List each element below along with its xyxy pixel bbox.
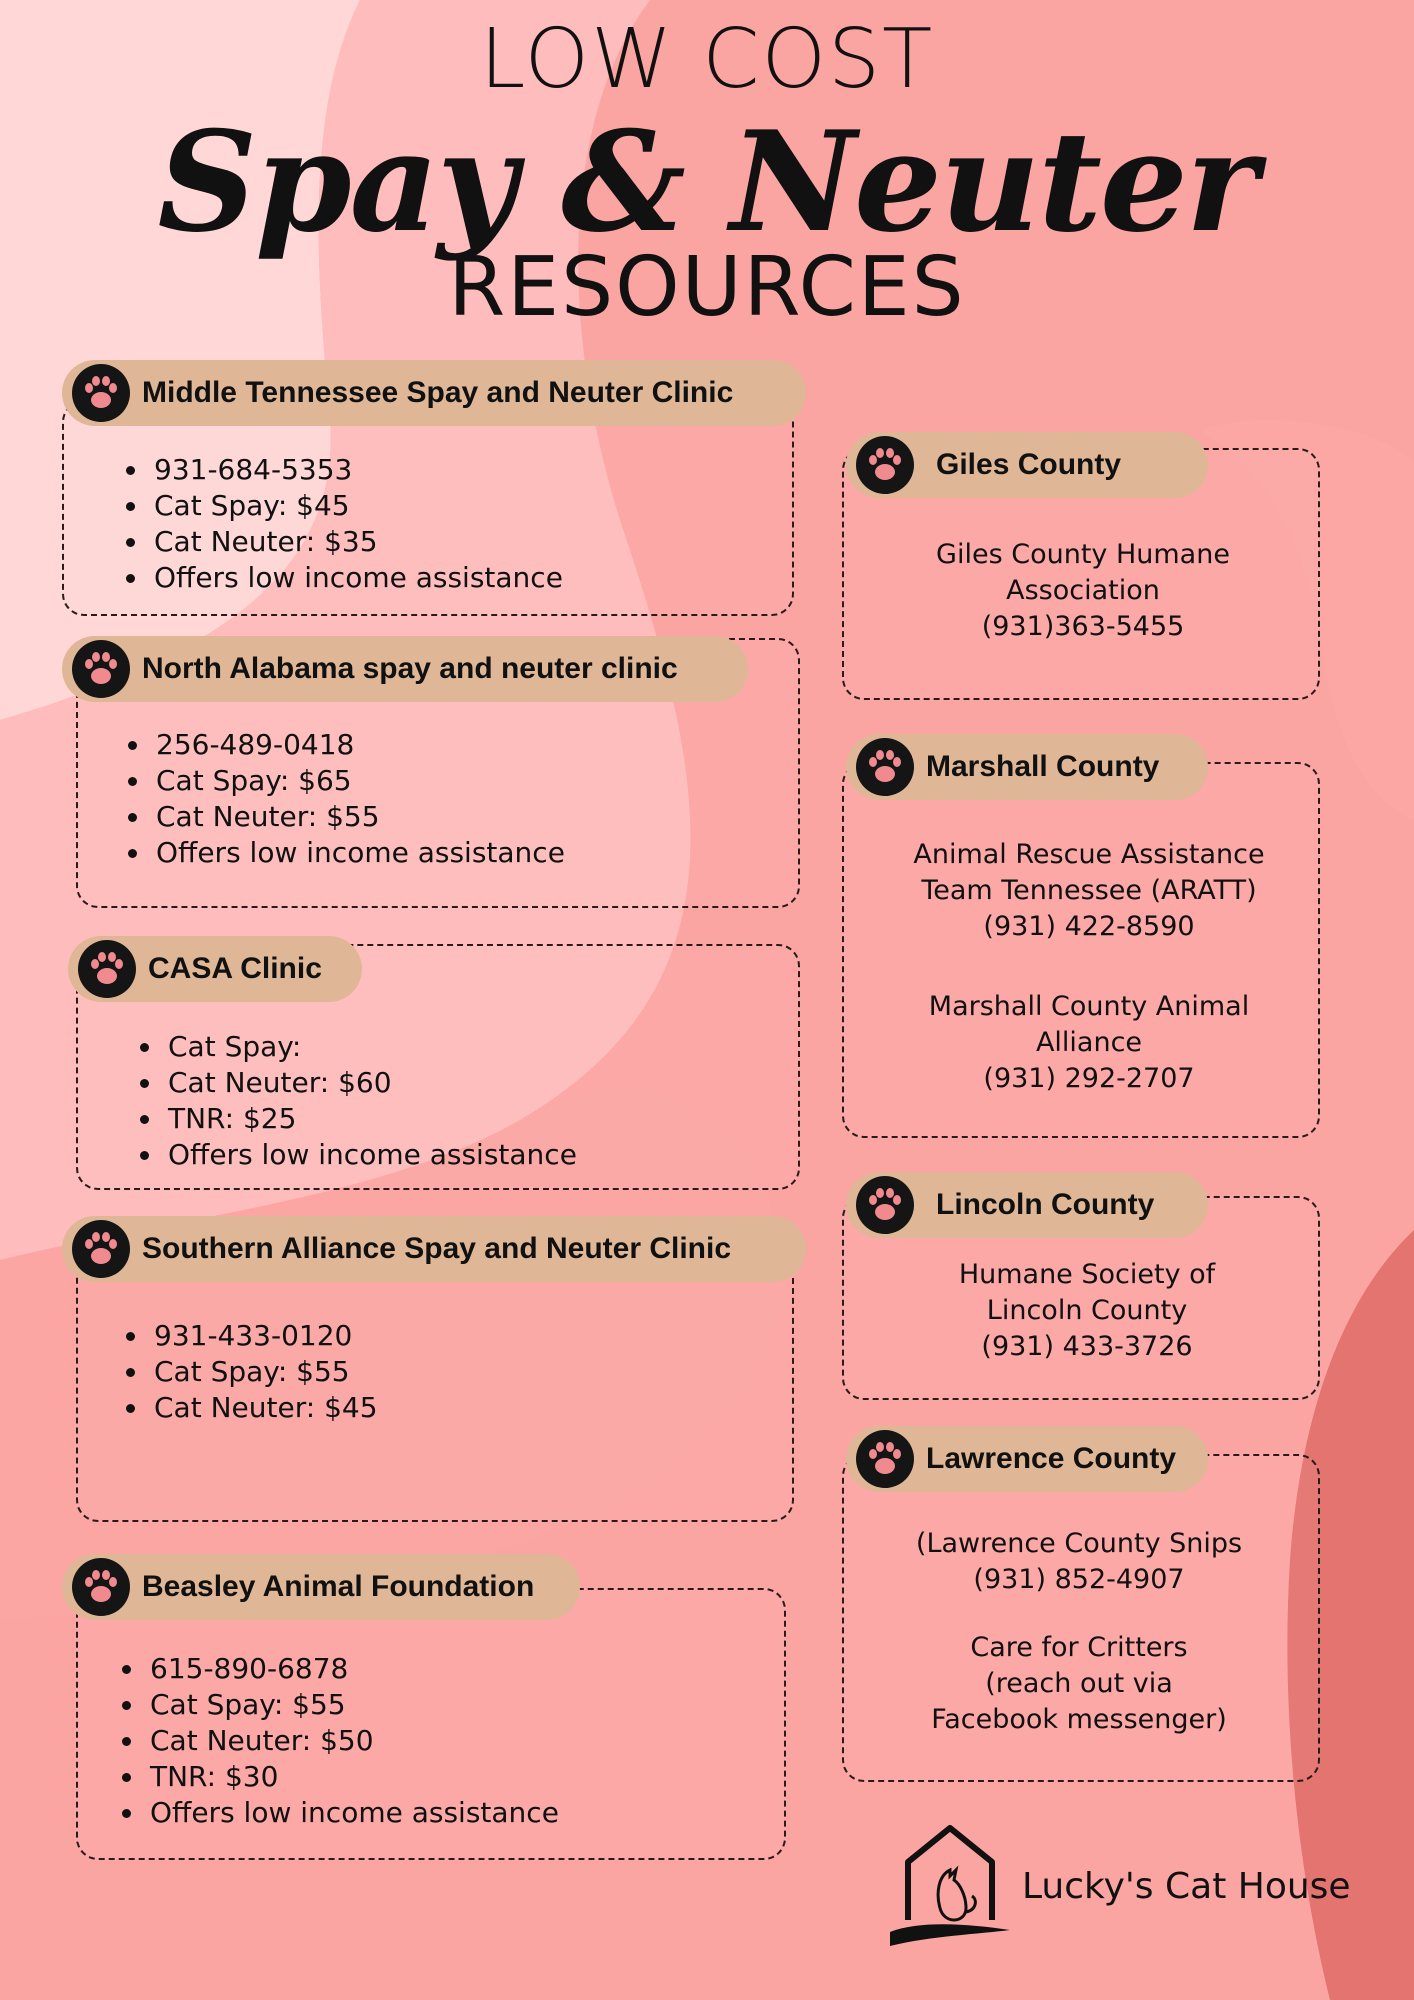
county-header-marshall bbox=[846, 734, 1208, 800]
list-item: • Cat Neuter: $35 bbox=[150, 524, 563, 560]
paw-print-icon bbox=[856, 436, 914, 494]
clinic-header-beasley bbox=[62, 1554, 580, 1620]
detail-line: Care for Critters bbox=[970, 1632, 1188, 1663]
clinic-details bbox=[118, 1318, 378, 1426]
county-details bbox=[850, 1257, 1324, 1365]
county-name: Lincoln County bbox=[936, 1188, 1155, 1221]
clinic-details bbox=[118, 452, 563, 596]
paw-print-icon bbox=[856, 1176, 914, 1234]
paw-print-icon bbox=[72, 1558, 130, 1616]
clinic-header-north-alabama bbox=[62, 636, 748, 702]
clinic-name: Middle Tennessee Spay and Neuter Clinic bbox=[142, 376, 734, 409]
detail-line: Facebook messenger) bbox=[931, 1704, 1227, 1735]
county-name: Marshall County bbox=[926, 750, 1160, 783]
clinic-header-southern-alliance bbox=[62, 1216, 806, 1282]
list-item: • Offers low income assistance bbox=[164, 1137, 577, 1173]
detail-line: Alliance bbox=[1035, 1027, 1143, 1058]
list-item: • Cat Spay: $65 bbox=[152, 763, 565, 799]
detail-line bbox=[852, 945, 1326, 989]
paw-print-icon bbox=[72, 640, 130, 698]
cat-house-logo-icon bbox=[880, 1820, 1018, 1952]
county-header-lawrence bbox=[846, 1426, 1208, 1492]
clinic-name: North Alabama spay and neuter clinic bbox=[142, 652, 678, 685]
list-item: • Offers low income assistance bbox=[146, 1795, 559, 1831]
list-item: • Cat Neuter: $45 bbox=[150, 1390, 378, 1426]
county-name: Lawrence County bbox=[926, 1442, 1177, 1475]
detail-line: Lincoln County bbox=[986, 1295, 1188, 1326]
clinic-name: CASA Clinic bbox=[148, 952, 322, 985]
paw-print-icon bbox=[72, 364, 130, 422]
clinic-details bbox=[120, 727, 565, 871]
brand-logo bbox=[880, 1820, 1351, 1952]
title-line-spay-neuter: Spay & Neuter bbox=[157, 100, 1257, 263]
detail-line: (931)363-5455 bbox=[981, 611, 1185, 642]
county-details bbox=[852, 837, 1326, 1097]
list-item: • Offers low income assistance bbox=[152, 835, 565, 871]
clinic-header-middle-tennessee bbox=[62, 360, 806, 426]
list-item: • 931-433-0120 bbox=[150, 1318, 378, 1354]
clinic-header-casa bbox=[68, 936, 362, 1002]
list-item: • TNR: $30 bbox=[146, 1759, 559, 1795]
paw-print-icon bbox=[72, 1220, 130, 1278]
paw-print-icon bbox=[856, 1430, 914, 1488]
paw-print-icon bbox=[856, 738, 914, 796]
detail-line: (931) 292-2707 bbox=[983, 1063, 1195, 1094]
list-item: • 931-684-5353 bbox=[150, 452, 563, 488]
list-item: • Offers low income assistance bbox=[150, 560, 563, 596]
list-item: • 615-890-6878 bbox=[146, 1651, 559, 1687]
county-details bbox=[846, 537, 1320, 645]
county-header-lincoln bbox=[846, 1172, 1208, 1238]
list-item: • TNR: $25 bbox=[164, 1101, 577, 1137]
detail-line: (reach out via bbox=[985, 1668, 1173, 1699]
brand-name: Lucky's Cat House bbox=[1022, 1865, 1351, 1907]
title-line-resources: RESOURCES bbox=[448, 240, 966, 335]
county-header-giles bbox=[846, 432, 1208, 498]
list-item: • Cat Neuter: $50 bbox=[146, 1723, 559, 1759]
list-item: • Cat Neuter: $60 bbox=[164, 1065, 577, 1101]
detail-line: Humane Society of bbox=[958, 1259, 1216, 1290]
detail-line: Giles County Humane bbox=[936, 539, 1230, 570]
detail-line: Animal Rescue Assistance bbox=[913, 839, 1265, 870]
detail-line: (931) 433-3726 bbox=[981, 1331, 1193, 1362]
list-item: • Cat Neuter: $55 bbox=[152, 799, 565, 835]
county-details bbox=[842, 1526, 1316, 1738]
county-name: Giles County bbox=[936, 448, 1122, 481]
detail-line: (931) 422-8590 bbox=[983, 911, 1195, 942]
list-item: • Cat Spay: $55 bbox=[150, 1354, 378, 1390]
clinic-name: Southern Alliance Spay and Neuter Clinic bbox=[142, 1232, 732, 1265]
detail-line: Marshall County Animal bbox=[928, 991, 1250, 1022]
clinic-details bbox=[114, 1651, 559, 1831]
detail-line bbox=[842, 1598, 1316, 1630]
detail-line: Team Tennessee (ARATT) bbox=[921, 875, 1257, 906]
list-item: • Cat Spay: $55 bbox=[146, 1687, 559, 1723]
clinic-name: Beasley Animal Foundation bbox=[142, 1570, 535, 1603]
detail-line: Association bbox=[1006, 575, 1160, 606]
paw-print-icon bbox=[78, 940, 136, 998]
detail-line: (Lawrence County Snips bbox=[915, 1528, 1243, 1559]
list-item: • Cat Spay: bbox=[164, 1029, 577, 1065]
list-item: • 256-489-0418 bbox=[152, 727, 565, 763]
title-line-low-cost: LOW COST bbox=[479, 12, 935, 107]
detail-line: (931) 852-4907 bbox=[973, 1564, 1185, 1595]
clinic-details bbox=[132, 1029, 577, 1173]
list-item: • Cat Spay: $45 bbox=[150, 488, 563, 524]
